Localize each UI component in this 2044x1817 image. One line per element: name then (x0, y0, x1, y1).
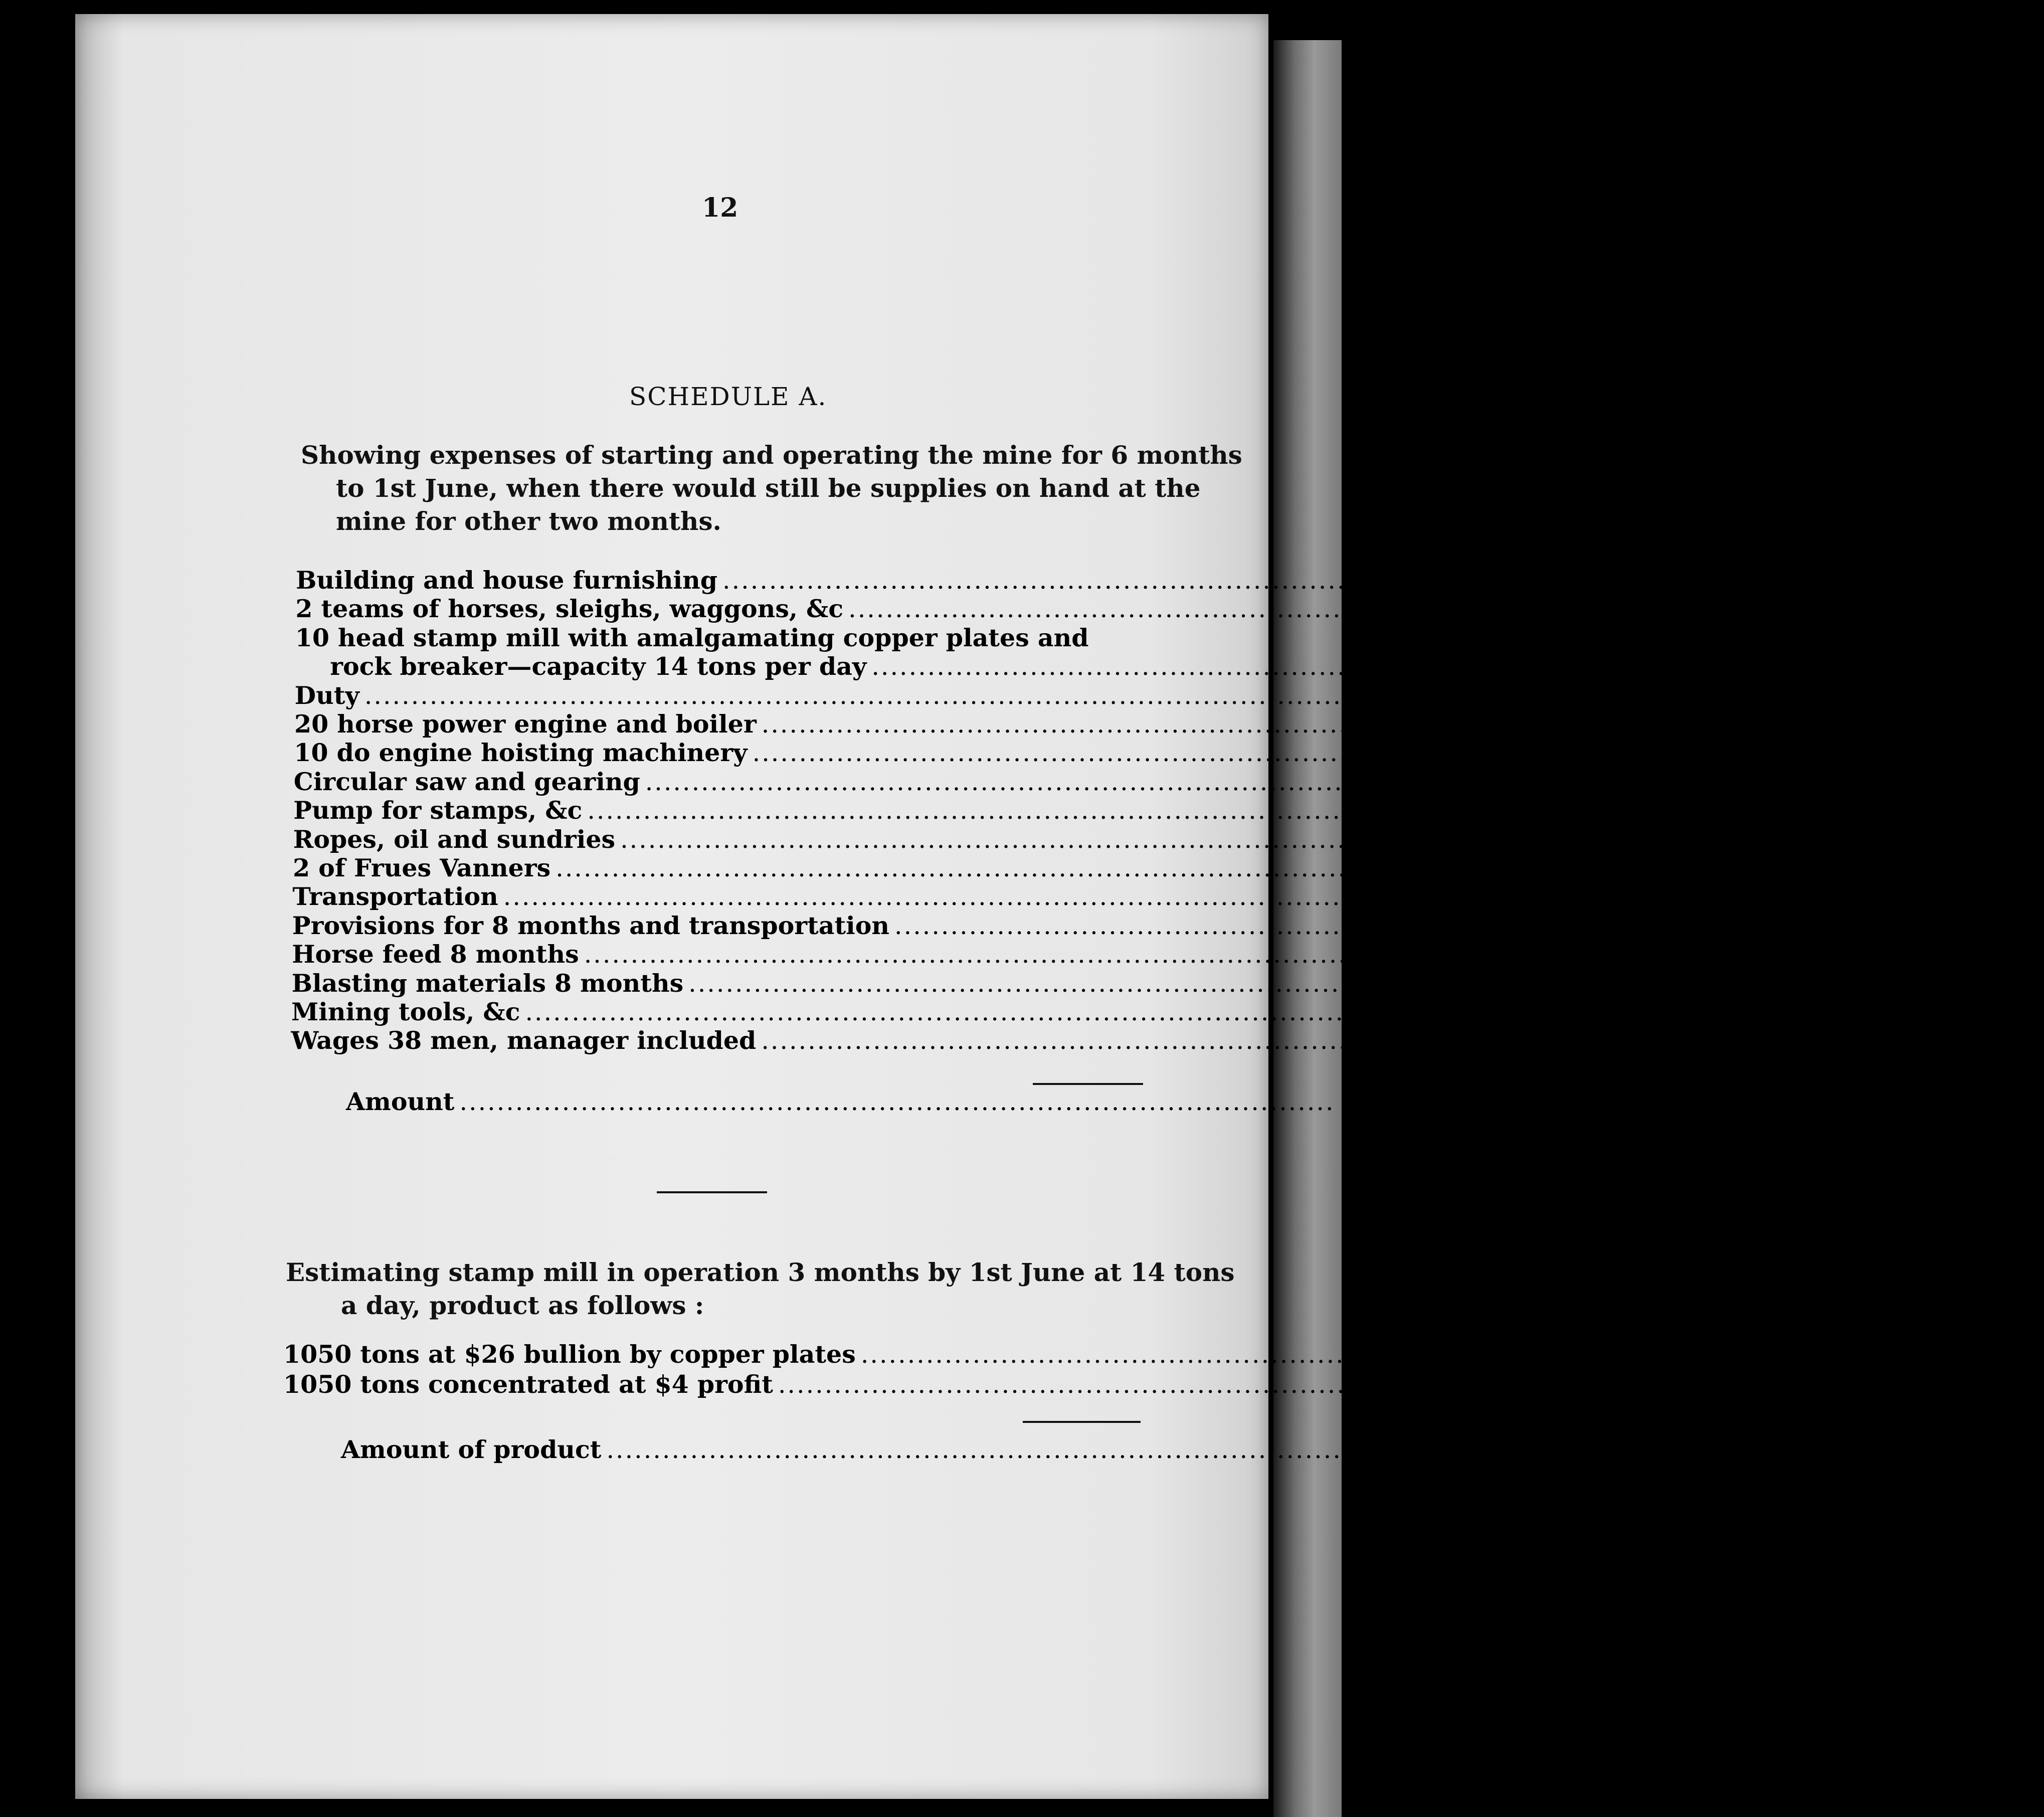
product-value: $27,300 (1750, 1340, 1862, 1369)
estimate-line-1: Estimating stamp mill in operation 3 months by 1st June at 14 tons (286, 1257, 1235, 1287)
expense-value: 552½ (1693, 825, 1770, 854)
expense-row (292, 940, 1734, 969)
expense-row (293, 796, 1737, 825)
leader-dots: .............................................................................................................. (894, 912, 1919, 940)
leader-dots: .............................................................................................................. (871, 652, 1896, 681)
leader-dots: .............................................................................................. (459, 1087, 1335, 1116)
expense-label: Ropes, oil and sundries (293, 825, 616, 854)
expense-row (294, 709, 1912, 739)
product-row (283, 1340, 1862, 1369)
section-divider (657, 1191, 767, 1193)
expense-label: Blasting materials 8 months (291, 969, 684, 998)
product-total-row (341, 1435, 1607, 1464)
expense-value: 2,000 (1628, 853, 1706, 882)
expense-value: 1,226 (1576, 882, 1653, 911)
leader-dots: .............................................................................................................. (587, 796, 1612, 825)
expense-row (294, 738, 1902, 767)
expense-value: 2,830 (1944, 652, 2021, 681)
expense-value: 750 (1850, 738, 1902, 767)
product-label: 1050 tons at $26 bullion by copper plates (283, 1340, 856, 1369)
expense-label: rock breaker—capacity 14 tons per day (330, 652, 867, 681)
leader-dots: .............................................................................................. (606, 1435, 1482, 1464)
expense-value: 1,500 (1761, 969, 1838, 998)
product-total-value: $31,500 (1496, 1435, 1607, 1464)
expense-value: 1,000 (1598, 997, 1675, 1026)
intro-line-2: to 1st June, when there would still be supplies on hand at the (336, 473, 1201, 503)
expense-label: 10 head stamp mill with amalgamating copper plates and (295, 623, 1089, 652)
expense-label: Mining tools, &c (291, 997, 520, 1026)
product-row (283, 1370, 1779, 1399)
expense-total-value: $28,526 (1349, 1087, 1460, 1116)
product-total-label: Amount of product (341, 1435, 602, 1464)
expense-row (295, 623, 1143, 652)
expense-row (292, 882, 1653, 911)
expense-row (330, 652, 2021, 681)
intro-line-3: mine for other two months. (336, 506, 721, 536)
expense-row (294, 681, 1515, 710)
leader-dots: .............................................................................................................. (848, 595, 1873, 623)
expense-value: 850 (1860, 709, 1912, 739)
expense-value: 5,500 (1967, 911, 2044, 940)
expense-label: Wages 38 men, manager included (291, 1026, 757, 1055)
leader-dots: .............................................................................................................. (620, 825, 1645, 854)
expense-label: Pump for stamps, &c (293, 796, 583, 825)
leader-dots: .............................................................................................................. (761, 1026, 1786, 1055)
leader-dots: .............................................................................................................. (584, 940, 1609, 969)
expense-label: Horse feed 8 months (292, 940, 579, 969)
leader-dots: .............................................................................................................. (761, 710, 1786, 739)
expense-value: 7,700 (1834, 1026, 1911, 1055)
expense-row (293, 767, 1795, 796)
leader-dots: .............................................................................................................. (364, 681, 1389, 710)
expense-value: 800 (1682, 940, 1734, 969)
expense-value: 717½ (1437, 681, 1515, 710)
leader-dots: .............................................................................................................. (688, 969, 1713, 998)
expense-row (296, 566, 1873, 595)
expense-label: Duty (294, 681, 359, 710)
expense-row (295, 594, 1998, 623)
expense-label: Building and house furnishing (296, 566, 718, 595)
leader-dots: .............................................................................................................. (752, 739, 1777, 767)
expense-label: 2 of Frues Vanners (293, 853, 551, 882)
expense-total-row (346, 1087, 1460, 1116)
leader-dots: .............................................................................................. (778, 1370, 1653, 1399)
expense-label: Transportation (292, 882, 498, 911)
product-label: 1050 tons concentrated at $4 profit (283, 1370, 773, 1399)
expense-label: 10 do engine hoisting machinery (294, 738, 748, 767)
expense-row (293, 853, 1706, 882)
expense-label: Circular saw and gearing (293, 767, 640, 796)
estimate-line-2: a day, product as follows : (341, 1291, 704, 1320)
page-number: 12 (702, 193, 738, 223)
intro-line-1: Showing expenses of starting and operating the mine for 6 months (301, 440, 1242, 470)
expense-label: Provisions for 8 months and transportation (292, 911, 890, 940)
expense-row (292, 911, 2044, 940)
expense-label: 20 horse power engine and boiler (294, 709, 757, 739)
expense-label: 2 teams of horses, sleighs, waggons, &c (295, 594, 844, 623)
product-value: 4,200 (1702, 1370, 1779, 1399)
expense-row (291, 969, 1838, 998)
leader-dots: .............................................................................................................. (645, 768, 1670, 796)
leader-dots: .............................................................................................................. (555, 854, 1580, 882)
expense-value: $2,000 (1778, 566, 1873, 595)
expense-row (291, 997, 1675, 1026)
expense-value: 150 (1686, 796, 1737, 825)
leader-dots: .............................................................................................................. (503, 882, 1528, 911)
total-rule (1033, 1083, 1143, 1085)
expense-row (291, 1026, 1911, 1055)
expense-value: 150 (1743, 767, 1795, 796)
product-total-rule (1023, 1421, 1141, 1423)
leader-dots: .............................................................................................................. (722, 566, 1747, 595)
leader-dots: .............................................................................................................. (525, 998, 1550, 1026)
expense-total-label: Amount (346, 1087, 455, 1116)
expense-value: 800 (1947, 594, 1998, 623)
expense-row (293, 825, 1770, 854)
leader-dots: .............................................................................................. (860, 1340, 1736, 1369)
schedule-title: SCHEDULE A. (629, 382, 827, 411)
